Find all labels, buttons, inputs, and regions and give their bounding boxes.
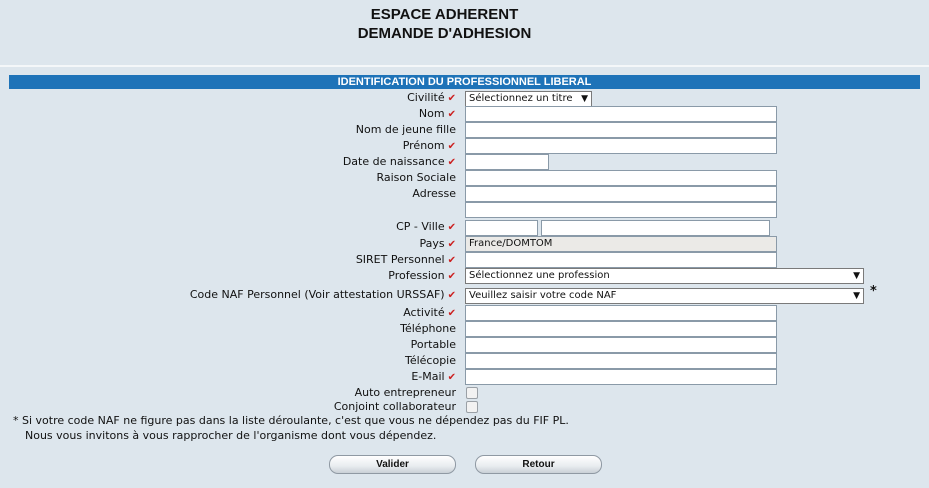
required-check-icon: ✔ — [447, 255, 456, 266]
divider — [0, 65, 929, 67]
email-input[interactable] — [465, 369, 777, 385]
adresse-line2-input[interactable] — [465, 202, 777, 218]
profession-select[interactable]: Sélectionnez une profession ▼ — [465, 268, 864, 284]
civilite-label: Civilité ✔ — [407, 91, 456, 104]
cp-ville-label: CP - Ville ✔ — [396, 220, 456, 233]
required-check-icon: ✔ — [447, 222, 456, 233]
cp-input[interactable] — [465, 220, 538, 236]
activite-input[interactable] — [465, 305, 777, 321]
required-check-icon: ✔ — [447, 290, 456, 301]
footnote-line1: * Si votre code NAF ne figure pas dans la liste déroulante, c'est que vous ne dépendez pas du FIF PL. — [13, 414, 569, 427]
activite-label: Activité ✔ — [403, 306, 456, 319]
footnote-marker: * — [870, 284, 877, 299]
required-check-icon: ✔ — [447, 109, 456, 120]
raison-sociale-label: Raison Sociale — [376, 171, 456, 184]
raison-sociale-input[interactable] — [465, 170, 777, 186]
validate-button[interactable]: Valider — [329, 455, 456, 474]
back-button[interactable]: Retour — [475, 455, 602, 474]
adresse-line1-input[interactable] — [465, 186, 777, 202]
nom-input[interactable] — [465, 106, 777, 122]
conjoint-label: Conjoint collaborateur — [333, 400, 456, 413]
auto-entrepreneur-checkbox[interactable] — [466, 387, 478, 399]
section-header: IDENTIFICATION DU PROFESSIONNEL LIBERAL — [9, 75, 920, 89]
dropdown-arrow-icon: ▼ — [853, 291, 860, 301]
siret-label: SIRET Personnel ✔ — [355, 253, 456, 266]
telecopie-input[interactable] — [465, 353, 777, 369]
adresse-label: Adresse — [412, 187, 456, 200]
code-naf-label: Code NAF Personnel (Voir attestation URSSAF) ✔ — [189, 288, 456, 301]
required-check-icon: ✔ — [447, 157, 456, 168]
date-naissance-label: Date de naissance ✔ — [342, 155, 456, 168]
required-check-icon: ✔ — [447, 271, 456, 282]
portable-label: Portable — [410, 338, 456, 351]
prenom-input[interactable] — [465, 138, 777, 154]
code-naf-select[interactable]: Veuillez saisir votre code NAF ▼ — [465, 288, 864, 304]
nom-jeune-fille-label: Nom de jeune fille — [355, 123, 456, 136]
auto-entrepreneur-label: Auto entrepreneur — [354, 386, 456, 399]
footnote-line2: Nous vous invitons à vous rapprocher de l'organisme dont vous dépendez. — [25, 429, 437, 442]
required-check-icon: ✔ — [447, 141, 456, 152]
page-title: ESPACE ADHERENT — [370, 6, 519, 23]
required-check-icon: ✔ — [447, 308, 456, 319]
civilite-select[interactable]: Sélectionnez un titre ▼ — [465, 91, 592, 107]
telephone-label: Téléphone — [400, 322, 456, 335]
dropdown-arrow-icon: ▼ — [581, 94, 588, 104]
portable-input[interactable] — [465, 337, 777, 353]
ville-input[interactable] — [541, 220, 770, 236]
nom-jeune-fille-input[interactable] — [465, 122, 777, 138]
pays-input: France/DOMTOM — [465, 236, 777, 252]
telephone-input[interactable] — [465, 321, 777, 337]
required-check-icon: ✔ — [447, 93, 456, 104]
required-check-icon: ✔ — [447, 372, 456, 383]
profession-label: Profession ✔ — [388, 269, 456, 282]
prenom-label: Prénom ✔ — [402, 139, 456, 152]
conjoint-checkbox[interactable] — [466, 401, 478, 413]
page-subtitle: DEMANDE D'ADHESION — [357, 25, 532, 42]
siret-input[interactable] — [465, 252, 777, 268]
dropdown-arrow-icon: ▼ — [853, 271, 860, 281]
nom-label: Nom ✔ — [418, 107, 456, 120]
required-check-icon: ✔ — [447, 239, 456, 250]
pays-label: Pays ✔ — [419, 237, 456, 250]
email-label: E-Mail ✔ — [411, 370, 456, 383]
date-naissance-input[interactable] — [465, 154, 549, 170]
telecopie-label: Télécopie — [404, 354, 456, 367]
